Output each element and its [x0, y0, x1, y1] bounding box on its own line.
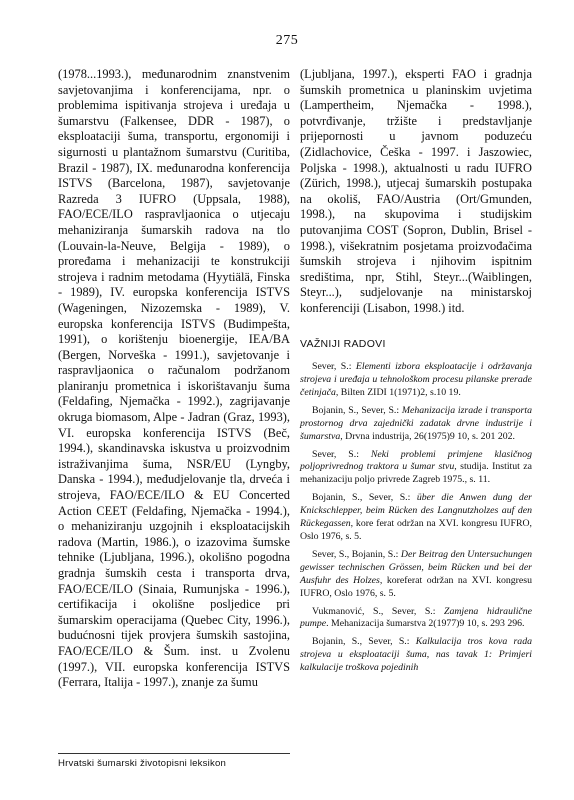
left-column [58, 67, 290, 691]
reference-title: Zamjena hidraulične pumpe [300, 605, 533, 630]
reference-entry [300, 492, 532, 544]
reference-details: , Bilten ZIDI 1(1971)2, s.10 19. [335, 386, 461, 398]
reference-title: Der Beitrag den Untersuchungen gewisser technischen Grössen, beim Rücken und bei der Ausfuhr des Holzes [300, 548, 532, 586]
right-column [300, 67, 532, 680]
footer-text: Hrvatski šumarski životopisni leksikon [58, 758, 227, 769]
reference-details: , koreferat održan na XVI. kongresu IUFRO, Oslo 1976, s. 5. [300, 574, 532, 599]
reference-title: über die Anwen dung der Knickschlepper, beim Rücken des Langnutzholzes auf den Rückegassen [300, 492, 532, 530]
reference-authors: Bojanin, S., Sever, S.: [312, 404, 402, 416]
reference-title: Mehanizacija izrade i transporta prostornog drva zajednički zadatak drvne industrije i šumarstva [300, 404, 532, 442]
left-column-body-text: (1978...1993.), međunarodnim znanstvenim savjetovanjima i konferencijama, npr. o problemima ispitivanja strojeva i uređaja u šumarstvu (Falkensee, DDR - 1987), o eksploataciji šuma, transportu, ergonomiji i sigurnosti u plantažnom šumarstvu (Curitiba, Brazil - 1987), IX. međunarodna konferencija ISTVS (Barcelona, 1987), savjetovanje Razreda 3 IUFRO (Uppsala, 1988), FAO/ECE/ILO raspravljaonica o utjecaju mehaniziranja šumarskih radova na tlo (Louvain-la-Neuve, Belgija - 1989), o proređama i mehanizaciji te konstrukciji strojeva i radnim metodama (Hyytiälä, Finska - 1989), IV. europska konferencija ISTVS (Wageningen, Nizozemska - 1989), V. europska konferencija ISTVS (Budimpešta, 1991), o korištenju bioenergije, IEA/BA (Bergen, Norveška - 1991.), savjetovanje i raspravljaonica o računalom podržanom planiranju prometnica i iskorištavanju šuma (Feldafing, Njemačka - 1992.), zagrijavanje okruga biomasom, Alpe - Jadran (Graz, 1993), VI. europska konferencija ISTVS (Beč, 1994.), skandinavska iskustva u proizvodnim istraživanjima šuma, NSR/EU (Lyngby, Danska - 1994.), međudjelovanje tla, drveća i strojeva, FAO/ECE/ILO & EU Concerted Action CEET (Feldafing, Njemačka - 1994.), o mehaniziranju uzgojnih i eksploatacijskih radova (Martin, 1986.), o izazovima šumske tehnike (Ljubljana, 1996.), okolišno pogodna gradnja šumskih cesta i transporta drva, FAO/ECE/ILO (Sinaia, Rumunjska - 1996.), certifikacija i okolišne posljedice pri šumarskim operacijama (Quebec City, 1996.), budućnosni tijek provjera šumskih sastojina, FAO/ECE/ILO & Šum. inst. u Zvolenu (1997.), VII. europska konferencija ISTVS (Ferrara, Italija - 1997.), znanje za šumu [58, 67, 290, 690]
reference-entry [300, 606, 532, 632]
reference-details: . Mehanizacija šumarstva 2(1977)9 10, s. 293 296. [326, 618, 525, 630]
reference-details: , Drvna industrija, 26(1975)9 10, s. 201 202. [340, 430, 515, 442]
page-number: 275 [275, 33, 299, 48]
reference-details: , kore ferat održan na XVI. kongresu IUFRO, Oslo 1976, s. 5. [300, 518, 532, 542]
reference-authors: Sever, S.: [312, 448, 371, 460]
reference-authors: Sever, S.: [312, 361, 356, 373]
reference-title: Kalkulacija tros kova rada strojeva u eksploataciji šuma, nas tavak 1: Primjeri kalkulacije troškova pojedinih [300, 636, 532, 674]
reference-entry [300, 549, 532, 601]
reference-authors: Bojanin, S., Sever, S.: [312, 492, 417, 504]
reference-authors: Sever, S., Bojanin, S.: [312, 548, 401, 560]
reference-list [300, 361, 532, 675]
reference-entry [300, 449, 532, 488]
reference-details: , studija. Institut za mehanizaciju poljo privrede Zagreb 1975., s. 11. [300, 461, 532, 486]
reference-title: Neki problemi primjene klasičnog poljoprivrednog traktora u šumar stvu [300, 448, 532, 473]
reference-title: Elementi izbora eksploatacije i održavanja strojeva i uređaja u tehnološkom procesu pilanske prerade četinjača [300, 361, 532, 398]
right-column-body-text: (Ljubljana, 1997.), eksperti FAO i gradnja šumskih prometnica u planinskim uvjetima (Lampertheim, Njemačka - 1998.), potvrđivanje, tržište i predstavljanje prijepornosti u javnom poduzeću (Zidlachovice, Češka - 1997. i Jaszowiec, Poljska - 1998.), aktualnosti u radu IUFRO (Zürich, 1998.), utjecaj šumarskih postupaka na okoliš, FAO/Austria (Ort/Gmunden, 1998.), na skupovima i studijskim putovanjima COST (Sopron, Dublin, Brisel - 1998.), višekratnim posjetama proizvođačima šumskih strojeva i njihovim ispitnim središtima, npr, Stihl, Steyr...(Waiblingen, Steyr...), sudjelovanje na ministarskoj konferenciji (Lisabon, 1998.) itd. [300, 67, 532, 315]
reference-authors: Vukmanović, S., Sever, S.: [312, 605, 444, 617]
footer-rule [58, 753, 290, 754]
reference-entry [300, 636, 532, 675]
reference-authors: Bojanin, S., Sever, S.: [312, 636, 416, 648]
reference-entry [300, 405, 532, 444]
section-heading: VAŽNIJI RADOVI [300, 337, 386, 350]
reference-entry [300, 361, 532, 400]
